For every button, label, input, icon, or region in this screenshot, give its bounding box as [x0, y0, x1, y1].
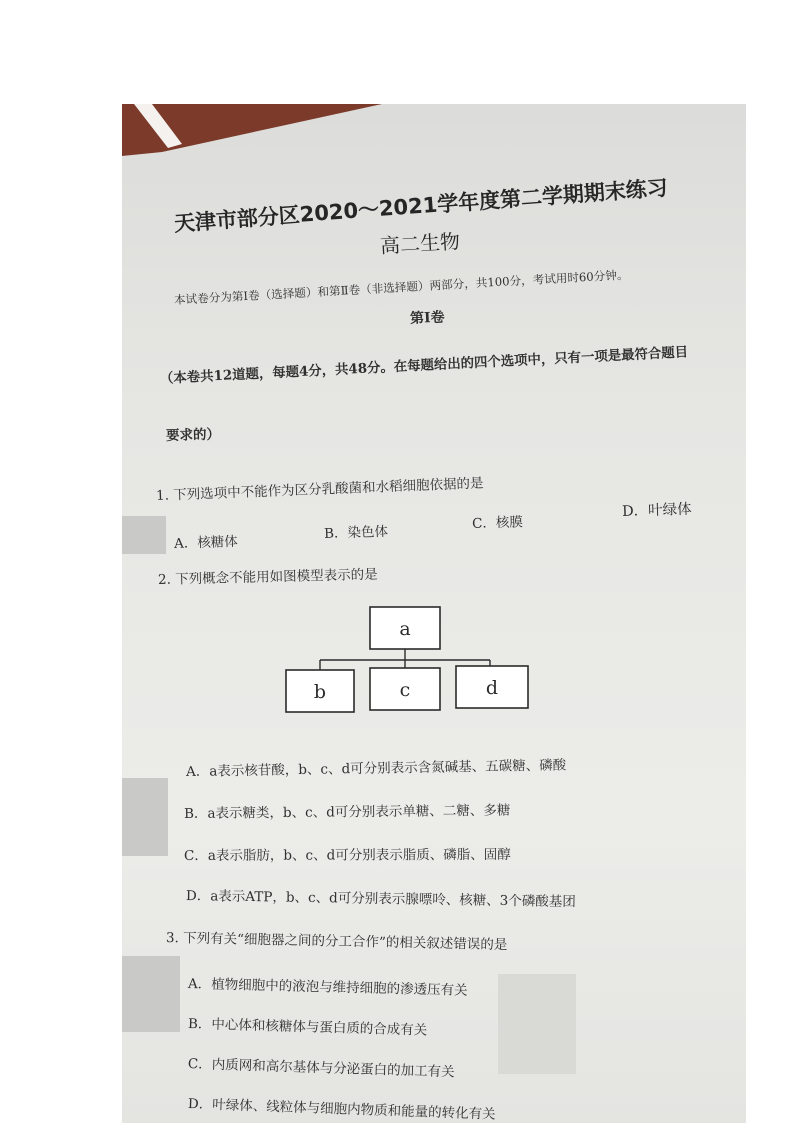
- question-2-option-b: B．a表示糖类，b、c、d可分别表示单糖、二糖、多糖: [183, 802, 511, 822]
- question-3-option-b: B．中心体和核糖体与蛋白质的合成有关: [187, 1016, 428, 1039]
- redaction-block: [122, 956, 180, 1032]
- question-1-option-b: B．染色体: [323, 523, 389, 542]
- question-1-option-d: D．叶绿体: [621, 501, 692, 520]
- exam-title: 天津市部分区2020～2021学年度第二学期期末练习: [173, 175, 669, 236]
- question-3-option-c: C．内质网和高尔基体与分泌蛋白的加工有关: [187, 1056, 455, 1081]
- redaction-block: [122, 778, 168, 856]
- question-3-stem: 3. 下列有关“细胞器之间的分工合作”的相关叙述错误的是: [165, 930, 508, 954]
- question-1-option-c: C．核膜: [471, 514, 524, 532]
- question-1-stem: 1. 下列选项中不能作为区分乳酸菌和水稻细胞依据的是: [155, 475, 484, 504]
- diagram-label-b: b: [313, 681, 327, 703]
- redaction-block: [498, 974, 576, 1074]
- exam-paper: [122, 104, 746, 1123]
- question-3-option-a: A．植物细胞中的液泡与维持细胞的渗透压有关: [187, 976, 468, 999]
- redaction-block: [122, 516, 166, 554]
- question-2-stem: 2. 下列概念不能用如图模型表示的是: [157, 566, 378, 588]
- part-instructions-line2: 要求的）: [165, 426, 221, 444]
- diagram-label-d: d: [485, 677, 499, 699]
- part-instructions-line1: （本卷共12道题，每题4分，共48分。在每题给出的四个选项中，只有一项是最符合题目: [159, 344, 689, 387]
- question-2-option-d: D．a表示ATP，b、c、d可分别表示腺嘌呤、核糖、3个磷酸基团: [185, 888, 576, 911]
- question-3-option-d: D．叶绿体、线粒体与细胞内物质和能量的转化有关: [187, 1096, 496, 1123]
- question-2-option-a: A．a表示核苷酸，b、c、d可分别表示含氮碱基、五碳糖、磷酸: [185, 757, 567, 780]
- diagram-label-a: a: [399, 618, 411, 640]
- exam-intro: 本试卷分为第Ⅰ卷（选择题）和第Ⅱ卷（非选择题）两部分，共100分，考试用时60分钟。: [173, 267, 629, 307]
- question-2-option-c: C．a表示脂肪，b、c、d可分别表示脂质、磷脂、固醇: [183, 846, 511, 864]
- diagram-label-c: c: [399, 679, 411, 701]
- part-heading: 第Ⅰ卷: [409, 309, 445, 327]
- exam-photo: [122, 104, 746, 1123]
- concept-diagram: [284, 604, 532, 716]
- question-1-option-a: A．核糖体: [173, 533, 239, 552]
- exam-subject: 高二生物: [379, 229, 461, 258]
